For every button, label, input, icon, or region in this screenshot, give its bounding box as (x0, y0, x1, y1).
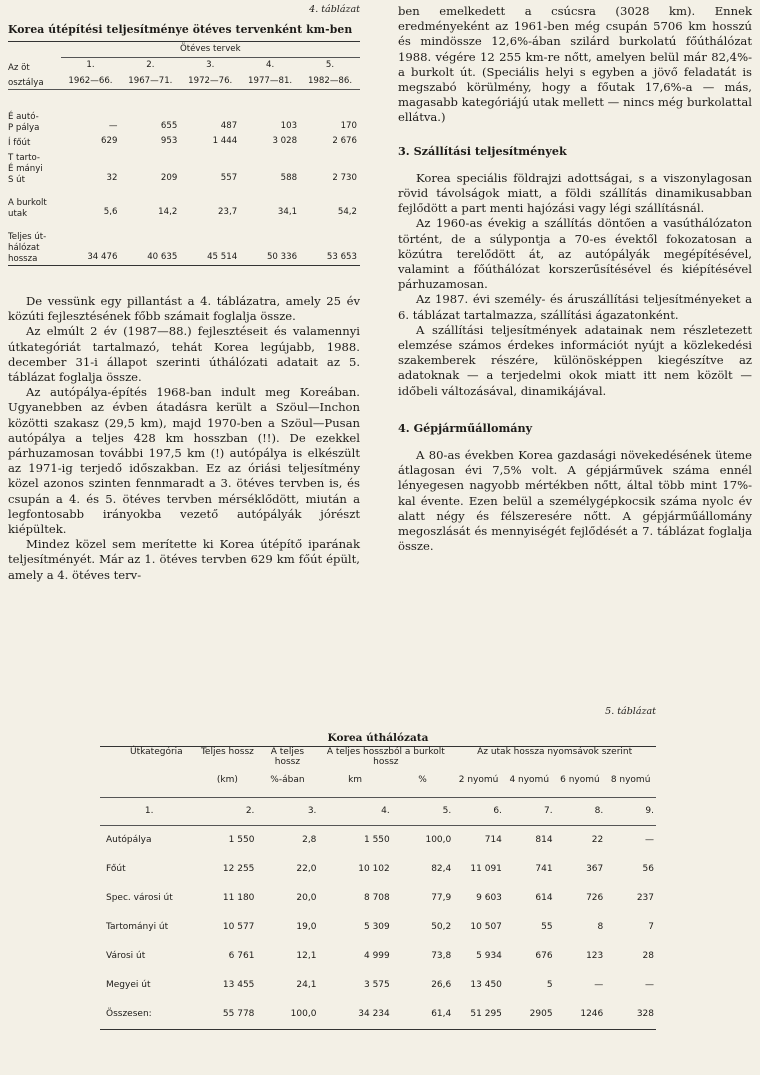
paragraph: Az elmúlt 2 év (1987—88.) fejlesztéseit és valamennyi útkategóriát tartalmazó, tehát Korea legújabb, 1988. december 31-i állapot szerinti úthálózati adatait az 5. táblázat foglalja össze. (8, 324, 360, 385)
table-row (8, 220, 360, 266)
cell: 3 028 (272, 135, 298, 146)
cell: 123 (586, 951, 604, 961)
cell: 14,2 (158, 206, 178, 217)
paragraph: De vessünk egy pillantást a 4. táblázatra, amely 25 év közúti fejlesztésének főbb számait foglalja össze. (8, 294, 360, 324)
table5-unit: 4 nyomú (509, 775, 550, 785)
table-row (100, 913, 656, 942)
cell: 5 (546, 980, 553, 990)
cell: 53 653 (300, 220, 360, 266)
table4-plan-num: 3. (206, 60, 215, 71)
table5-colnum: 3. (307, 806, 317, 816)
cell: 34 476 (61, 220, 121, 266)
paragraph: Mindez közel sem merítette ki Korea útépítő iparának teljesítményét. Már az 1. ötéves tervben 629 km főút épült, amely a 4. ötéves terv- (8, 537, 360, 582)
cell: 10 507 (470, 922, 502, 932)
table5-unit: 2 nyomú (458, 775, 499, 785)
table-row (100, 942, 656, 971)
cell: 40 635 (120, 220, 180, 266)
paragraph: Az 1987. évi személy- és áruszállítási teljesítményeket a 6. táblázat tartalmazza, szállítási ágazatonként. (398, 292, 752, 322)
cell: 487 (220, 120, 238, 131)
cell: 10 577 (222, 922, 255, 932)
row-label: É mányi (8, 164, 43, 175)
cell: 655 (160, 120, 178, 131)
table5-colnum: 4. (381, 806, 390, 816)
table5-unit: 8 nyomú (610, 775, 651, 785)
table-row (100, 971, 656, 1000)
cell: 328 (636, 1009, 654, 1019)
paragraph: ben emelkedett a csúcsra (3028 km). Ennek eredményeként az 1961-ben még csupán 5706 km hosszú és mindössze 12,6%-ában szilárd burkolatú főúthálózat 1988. végére 12 255 km-re nőtt, amelyen belül már 82,4%-a burkolt út. (Speciális helyi s egyben a jövő feladatát is megszabó körülmény, hogy a főutak 17,6%-a — más, magasabb kategóriájú utak mellett — nincs még burkolattal ellátva.) (398, 4, 752, 125)
table4-group-header: Ötéves tervek (61, 42, 360, 58)
table4-number: 4. táblázat (309, 4, 360, 15)
cell: 100,0 (425, 835, 452, 845)
cell: 237 (636, 893, 654, 903)
cell: 61,4 (431, 1009, 452, 1019)
cell: — (645, 980, 654, 990)
table5-head: Útkategória (130, 747, 183, 757)
row-label: Főút (106, 864, 126, 874)
cell: 100,0 (290, 1009, 317, 1019)
table4-plan-num: 1. (86, 60, 95, 71)
paragraph: Az 1960-as évekig a szállítás döntően a vasúthálózaton történt, de a súlypontja a 70-es évektől fokozatosan a közútra terelődött át, az autópályák megépítésével, valamint a főúthálózat korszerűsítésével és kiépítésével párhuzamosan. (398, 216, 752, 292)
cell: — (645, 835, 654, 845)
cell: 28 (642, 951, 654, 961)
cell: 22 (591, 835, 604, 845)
cell: 73,8 (431, 951, 452, 961)
cell: 714 (484, 835, 502, 845)
paragraph: A szállítási teljesítmények adatainak nem részletezett elemzése számos érdekes információt nyújt a közlekedési szakemberek részére, különösképpen kiegészítve az adatoknak — a terjedelmi okok miatt itt nem közölt — időbeli változásával, dinamikájával. (398, 322, 752, 398)
cell: 8 708 (363, 893, 390, 903)
cell: 614 (535, 893, 553, 903)
table-row (8, 186, 360, 220)
cell: 2 730 (332, 172, 357, 183)
table4-plan-years: 1967—71. (120, 74, 180, 90)
table4-plan-num: 5. (325, 60, 335, 71)
paragraph: A 80-as években Korea gazdasági növekedésének üteme átlagosan évi 7,5% volt. A gépjárművek száma ennél lényegesen nagyobb mértékben nőtt, által több mint 17%-kal évente. Ezen belül a személygépkocsik száma nyolc év alatt négy és félszeresére nőtt. A gépjárműállomány megoszlását és mennyiségét fejlődését a 7. táblázat foglalja össze. (398, 448, 752, 554)
paragraph: Az autópálya-építés 1968-ban indult meg Koreában. Ugyanebben az évben átadásra került a Szöul—Inchon közötti szakasz (29,5 km), majd 1970-ben a Szöul—Pusan autópálya a teljes 428 km hosszban (!!). De ezekkel párhuzamosan további 197,5 km (!) autópálya is elkészült az 1971-ig terjedő időszakban. Ez az óriási teljesítmény közel azonos szinten fennmaradt a 3. ötéves tervben is, és csupán a 4. és 5. ötéves tervben mérséklődött, miután a legfontosabb irányokba vezető autópályák jórészt kiépültek. (8, 385, 360, 537)
cell: 26,6 (431, 980, 452, 990)
cell: 953 (160, 135, 178, 146)
cell: 55 778 (222, 1009, 255, 1019)
cell: 741 (535, 864, 553, 874)
row-label: Megyei út (106, 980, 151, 990)
row-label: S út (8, 175, 26, 186)
row-label: P pálya (8, 122, 40, 133)
row-label: hossza (8, 254, 38, 265)
table4-plan-num: 4. (266, 60, 275, 71)
cell: 3 575 (363, 980, 390, 990)
row-label: utak (8, 209, 28, 220)
cell: 19,0 (296, 922, 317, 932)
cell: 32 (106, 172, 118, 183)
cell: 23,7 (218, 206, 238, 217)
table5-colnum: 1. (144, 806, 154, 816)
cell: 11 180 (222, 893, 255, 903)
table4-plan-num: 2. (146, 60, 155, 71)
cell: — (594, 980, 604, 990)
cell: 13 455 (222, 980, 255, 990)
table-row (100, 884, 656, 913)
table-row (100, 825, 656, 855)
row-label: Spec. városi út (106, 893, 173, 903)
cell: 170 (340, 120, 357, 131)
table4 (8, 41, 360, 266)
cell: 50 336 (240, 220, 300, 266)
table5-number: 5. táblázat (605, 706, 656, 717)
table5-unit: 6 nyomú (560, 775, 600, 785)
cell: 1 550 (363, 835, 390, 845)
table4-plan-years: 1982—86. (300, 74, 360, 90)
cell: 12 255 (222, 864, 255, 874)
table-row (8, 112, 360, 134)
right-column (398, 4, 752, 555)
cell: 20,0 (296, 893, 317, 903)
table5-colnum: 6. (493, 806, 502, 816)
cell: 7 (648, 922, 654, 932)
cell: 24,1 (296, 980, 317, 990)
table4-title: Korea útépítési teljesítménye ötéves tervenként km-ben (8, 23, 353, 36)
table-row (8, 134, 360, 149)
table5-unit: % (418, 775, 427, 785)
cell: 726 (586, 893, 604, 903)
cell: 34 234 (358, 1009, 390, 1019)
row-label: T tarto- (8, 153, 41, 164)
table-row (8, 149, 360, 186)
table5-head: Az utak hossza nyomsávok szerint (477, 747, 633, 757)
cell: 629 (101, 135, 118, 146)
cell: 82,4 (431, 864, 452, 874)
cell: 588 (280, 172, 298, 183)
table4-plan-years: 1977—81. (240, 74, 300, 90)
cell: 103 (280, 120, 298, 131)
paragraph: Korea speciális földrajzi adottságai, s a viszonylagosan rövid távolságok miatt, a földi szállítás dinamikusabban fejlődött a part menti hajózási vagy légi szállításnál. (398, 170, 752, 216)
cell: 22,0 (296, 864, 317, 874)
cell: 13 450 (470, 980, 502, 990)
cell: 34,1 (277, 206, 298, 217)
row-label: Városi út (106, 951, 146, 961)
table4-plan-years: 1962—66. (61, 74, 121, 90)
cell: 56 (642, 864, 654, 874)
table5 (100, 747, 656, 1030)
row-label: Í főút (8, 138, 31, 149)
row-label: Autópálya (106, 835, 152, 845)
cell: 2,8 (302, 835, 317, 845)
table5-unit: %-ában (270, 775, 305, 785)
table-row (100, 855, 656, 884)
section-3-title: 3. Szállítási teljesítmények (398, 143, 567, 158)
table4-col-head-2: osztálya (8, 74, 61, 90)
cell: 45 514 (180, 220, 240, 266)
cell: 367 (586, 864, 604, 874)
table5-unit: km (348, 775, 363, 785)
row-label: Tartományi út (106, 922, 169, 932)
table5-colnum: 5. (442, 806, 452, 816)
cell: 12,1 (296, 951, 317, 961)
cell: 9 603 (476, 893, 502, 903)
cell: 1 444 (212, 135, 238, 146)
cell: 50,2 (431, 922, 452, 932)
table5-head: Teljes hossz (200, 747, 254, 757)
row-label: É autó- (8, 111, 39, 122)
cell: 1246 (580, 1009, 604, 1019)
table5-title: Korea úthálózata (100, 732, 656, 747)
table4-plan-years: 1972—76. (180, 74, 240, 90)
cell: 5,6 (103, 206, 118, 217)
table5-unit: (km) (216, 775, 238, 785)
cell: 2 676 (332, 135, 357, 146)
cell: 55 (541, 922, 553, 932)
table5-colnum: 2. (245, 806, 255, 816)
cell: 8 (597, 922, 604, 932)
table5-head: A teljes hossz (270, 747, 305, 767)
table5-head: A teljes hosszból a burkolt hossz (326, 747, 445, 767)
table5-colnum: 8. (594, 806, 604, 816)
table-row (100, 1000, 656, 1030)
left-column (8, 4, 360, 583)
cell: 814 (535, 835, 553, 845)
cell: 77,9 (431, 893, 452, 903)
cell: — (108, 120, 118, 131)
row-label: Összesen: (106, 1009, 152, 1019)
table5-colnum: 9. (645, 806, 654, 816)
row-label: A burkolt (8, 198, 47, 209)
cell: 10 102 (358, 864, 390, 874)
cell: 51 295 (470, 1009, 502, 1019)
table5-colnum: 7. (543, 806, 553, 816)
cell: 5 309 (363, 922, 390, 932)
table5-block (100, 706, 656, 1030)
cell: 5 934 (476, 951, 502, 961)
row-label: Teljes út- (8, 232, 47, 243)
cell: 4 999 (363, 951, 390, 961)
section-4-title: 4. Gépjárműállomány (398, 420, 533, 435)
cell: 209 (160, 172, 178, 183)
cell: 2905 (529, 1009, 553, 1019)
row-label: hálózat (8, 243, 40, 254)
cell: 1 550 (228, 835, 255, 845)
table4-col-head-1: Az öt (8, 62, 30, 73)
cell: 6 761 (228, 951, 255, 961)
cell: 557 (220, 172, 238, 183)
cell: 676 (535, 951, 553, 961)
cell: 11 091 (470, 864, 502, 874)
cell: 54,2 (337, 206, 357, 217)
